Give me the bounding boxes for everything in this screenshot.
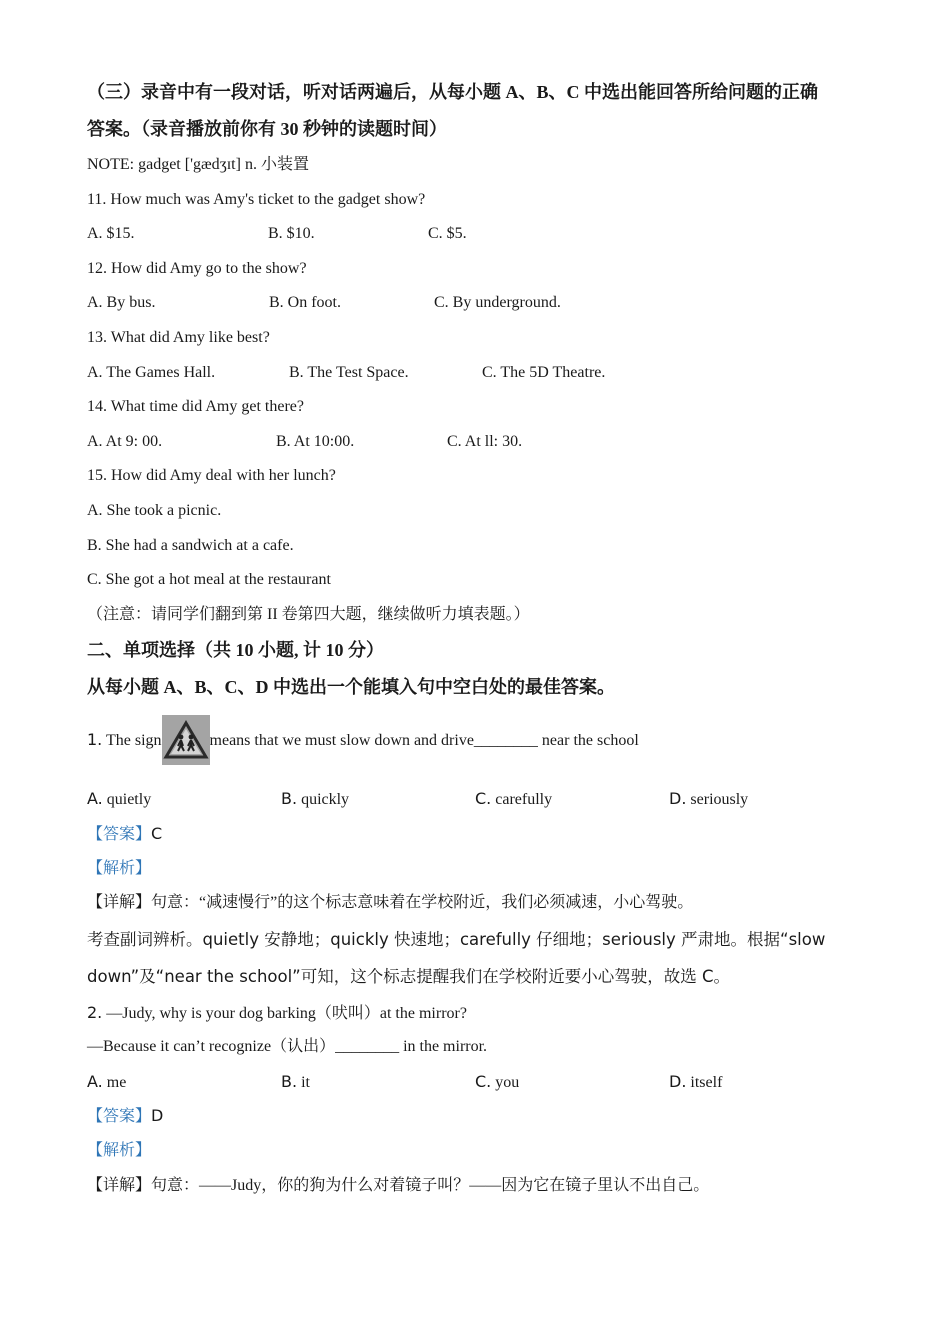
question-number: 1. bbox=[87, 730, 103, 750]
analysis-label: 【解析】 bbox=[87, 859, 152, 877]
option-b: B. it bbox=[281, 1071, 310, 1091]
option-a: A. She took a picnic. bbox=[87, 501, 222, 519]
answer-line bbox=[87, 1099, 877, 1134]
option-d: D. seriously bbox=[669, 789, 749, 809]
detail-line bbox=[87, 1169, 877, 1204]
answer-label: 【答案】 bbox=[87, 825, 152, 843]
option-c: C. The 5D Theatre. bbox=[482, 363, 606, 381]
question-text: 14. What time did Amy get there? bbox=[87, 398, 304, 416]
answer-value: C bbox=[151, 823, 163, 843]
option-b: B. The Test Space. bbox=[289, 363, 409, 381]
options-row bbox=[87, 782, 877, 817]
option-c: C. carefully bbox=[475, 789, 553, 809]
explanation-line2: down”及“near the school”可知，这个标志提醒我们在学校附近要小心驾驶，故选 C。 bbox=[87, 967, 731, 987]
options-row bbox=[87, 1065, 877, 1100]
option-b: B. $10. bbox=[268, 225, 315, 243]
option-b: B. On foot. bbox=[269, 294, 341, 312]
options-row bbox=[87, 356, 877, 391]
detail-text: 句意：——Judy，你的狗为什么对着镜子叫？——因为它在镜子里认不出自己。 bbox=[151, 1176, 710, 1194]
question-text: 15. How did Amy deal with her lunch? bbox=[87, 467, 336, 485]
option-a: A. The Games Hall. bbox=[87, 363, 216, 381]
option-a: A. At 9: 00. bbox=[87, 432, 163, 450]
children-crossing-sign-icon bbox=[162, 715, 210, 765]
question-line1: —Judy, why is your dog barking（吠叫）at the mirror? bbox=[106, 1004, 467, 1022]
option-c: C. you bbox=[475, 1071, 520, 1091]
analysis-label: 【解析】 bbox=[87, 1142, 152, 1160]
question-14 bbox=[87, 390, 877, 459]
option-d: D. itself bbox=[669, 1071, 723, 1091]
options-row bbox=[87, 425, 877, 460]
section3-heading-line2: 答案。（录音播放前你有 30 秒钟的读题时间） bbox=[87, 119, 447, 139]
question-12 bbox=[87, 252, 877, 321]
question-post: means that we must slow down and drive________ near the school bbox=[209, 732, 639, 750]
options-row bbox=[87, 217, 877, 252]
question-text bbox=[87, 996, 877, 1031]
question-11 bbox=[87, 183, 877, 252]
option-b: B. quickly bbox=[281, 789, 350, 809]
question-15 bbox=[87, 459, 877, 597]
question-number: 2. bbox=[87, 1002, 103, 1022]
vocab-note: NOTE: gadget ['gædʒɪt] n. 小装置 bbox=[87, 156, 309, 173]
explanation-line1: 考查副词辨析。quietly 安静地；quickly 快速地；carefully 仔细地；seriously 严肃地。根据“slow bbox=[87, 929, 826, 949]
section3-heading-line1: （三）录音中有一段对话，听对话两遍后，从每小题 A、B、C 中选出能回答所给问题的正确 bbox=[87, 82, 818, 102]
option-c: C. By underground. bbox=[434, 294, 561, 312]
option-c: C. She got a hot meal at the restaurant bbox=[87, 571, 331, 589]
question-line2: —Because it can’t recognize（认出）________ in the mirror. bbox=[87, 1038, 488, 1056]
answer-value: D bbox=[151, 1106, 164, 1126]
question-text bbox=[87, 706, 877, 774]
question-13 bbox=[87, 321, 877, 390]
question-text: 11. How much was Amy's ticket to the gadget show? bbox=[87, 190, 426, 208]
question-pre: The sign bbox=[105, 732, 162, 750]
question-text: 13. What did Amy like best? bbox=[87, 328, 270, 346]
detail-line bbox=[87, 886, 877, 921]
answer-line bbox=[87, 817, 877, 852]
detail-label: 【详解】 bbox=[87, 894, 152, 912]
option-a: A. me bbox=[87, 1071, 127, 1091]
question-text: 12. How did Amy go to the show? bbox=[87, 259, 307, 277]
option-c: C. At ll: 30. bbox=[447, 432, 523, 450]
question-1 bbox=[87, 706, 877, 995]
detail-label: 【详解】 bbox=[87, 1176, 152, 1194]
option-a: A. quietly bbox=[87, 789, 152, 809]
document-page bbox=[87, 74, 877, 1203]
section2-instruction: 从每小题 A、B、C、D 中选出一个能填入句中空白处的最佳答案。 bbox=[87, 677, 616, 698]
attention-note: （注意：请同学们翻到第 II 卷第四大题，继续做听力填表题。） bbox=[87, 605, 530, 623]
option-a: A. By bus. bbox=[87, 294, 156, 312]
answer-label: 【答案】 bbox=[87, 1108, 152, 1126]
option-c: C. $5. bbox=[428, 225, 467, 243]
options-row bbox=[87, 286, 877, 321]
option-a: A. $15. bbox=[87, 225, 135, 243]
detail-text: 句意：“减速慢行”的这个标志意味着在学校附近，我们必须减速，小心驾驶。 bbox=[151, 894, 694, 912]
option-b: B. At 10:00. bbox=[276, 432, 355, 450]
option-b: B. She had a sandwich at a cafe. bbox=[87, 536, 294, 554]
section2-heading: 二、单项选择（共 10 小题, 计 10 分） bbox=[87, 640, 384, 661]
question-2 bbox=[87, 996, 877, 1204]
